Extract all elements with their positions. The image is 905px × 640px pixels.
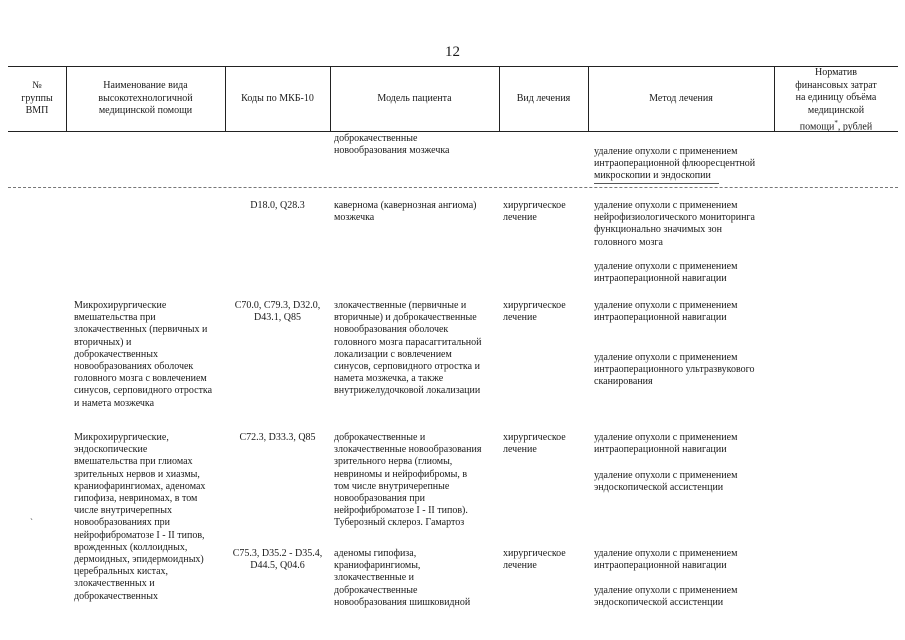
row3-method-1: удаление опухоли с применением интраоперационной навигации (594, 300, 738, 324)
row4-care-type: Микрохирургические, эндоскопические вмешательства при глиомах зрительных нервов и хиазмы, краниофарингиомах, аденомах гипофиза, невриномах, в том числе внутричерепных новообразованиях при нейрофиброматозе I - II типов, врожденных (коллоидных, дермоидных, эпидермоидных) церебральных кистах, злокачественных и доброкачественных (74, 432, 206, 602)
row3-method-2: удаление опухоли с применением интраоперационного ультразвукового сканирования (594, 352, 755, 388)
header-group-number: № группы ВМП (21, 80, 53, 116)
page-number: 12 (445, 44, 460, 60)
header-treatment-method: Метод лечения (649, 93, 713, 104)
row5-method-1: удаление опухоли с применением интраоперационной навигации (594, 548, 738, 572)
header-care-type: Наименование вида высокотехнологичной медицинской помощи (98, 80, 193, 116)
method-underline (594, 183, 719, 184)
header-patient-model: Модель пациента (377, 93, 452, 104)
row3-patient-model: злокачественные (первичные и вторичные) и доброкачественные новообразования оболочек головного мозга парасаггитальной локализации с вовлечением синусов, серповидного отростка и намета мозжечка, а также внутрижелудочковой локализации (334, 300, 482, 397)
row3-care-type: Микрохирургические вмешательства при злокачественных (первичных и вторичных) и доброкачественных новообразованиях оболочек головного мозга с вовлечением синусов, серповидного отростка и намета мозжечка (74, 300, 213, 409)
header-bottom-border (8, 131, 898, 132)
row5-method-2: удаление опухоли с применением эндоскопической ассистенции (594, 585, 738, 609)
row1-method: удаление опухоли с применением интраоперационной флюоресцентной микроскопии и эндоскопии (594, 146, 756, 182)
row2-treatment-type: хирургическое лечение (503, 200, 566, 224)
row5-icd-codes: C75.3, D35.2 - D35.4, D44.5, Q04.6 (232, 548, 323, 572)
table-top-border (8, 66, 898, 67)
row5-patient-model: аденомы гипофиза, краниофарингиомы, злокачественные и доброкачественные новообразования шишковидной (334, 548, 471, 608)
row-separator (8, 187, 898, 188)
row2-icd-codes: D18.0, Q28.3 (250, 200, 305, 211)
row3-treatment-type: хирургическое лечение (503, 300, 566, 324)
row4-method-2: удаление опухоли с применением эндоскопической ассистенции (594, 470, 738, 494)
row4-icd-codes: C72.3, D33.3, Q85 (239, 432, 316, 443)
row4-treatment-type: хирургическое лечение (503, 432, 566, 456)
row4-patient-model: доброкачественные и злокачественные новообразования зрительного нерва (глиомы, невриномы и нейрофибромы, в том числе внутричерепные новообразования при нейрофиброматозе I - II типов). Туберозный склероз. Гамартоз (334, 432, 482, 529)
row2-patient-model: кавернома (кавернозная ангиома) мозжечка (334, 200, 477, 224)
row1-patient-model: доброкачественные новообразования мозжечка (334, 133, 450, 157)
row4-method-1: удаление опухоли с применением интраоперационной навигации (594, 432, 738, 456)
header-icd-codes: Коды по МКБ-10 (241, 93, 314, 104)
row5-treatment-type: хирургическое лечение (503, 548, 566, 572)
row2-method-2: удаление опухоли с применением интраоперационной навигации (594, 261, 738, 285)
scan-mark: ˏ (30, 510, 33, 520)
footnote-mark: * (834, 119, 838, 127)
header-treatment-type: Вид лечения (516, 93, 571, 104)
row2-method-1: удаление опухоли с применением нейрофизиологического мониторинга функционально значимых зон головного мозга (594, 200, 755, 248)
header-financial-norm: Норматив финансовых затрат на единицу объёма медицинской помощи*, рублей (795, 67, 877, 133)
row3-icd-codes: C70.0, C79.3, D32.0, D43.1, Q85 (234, 300, 321, 324)
